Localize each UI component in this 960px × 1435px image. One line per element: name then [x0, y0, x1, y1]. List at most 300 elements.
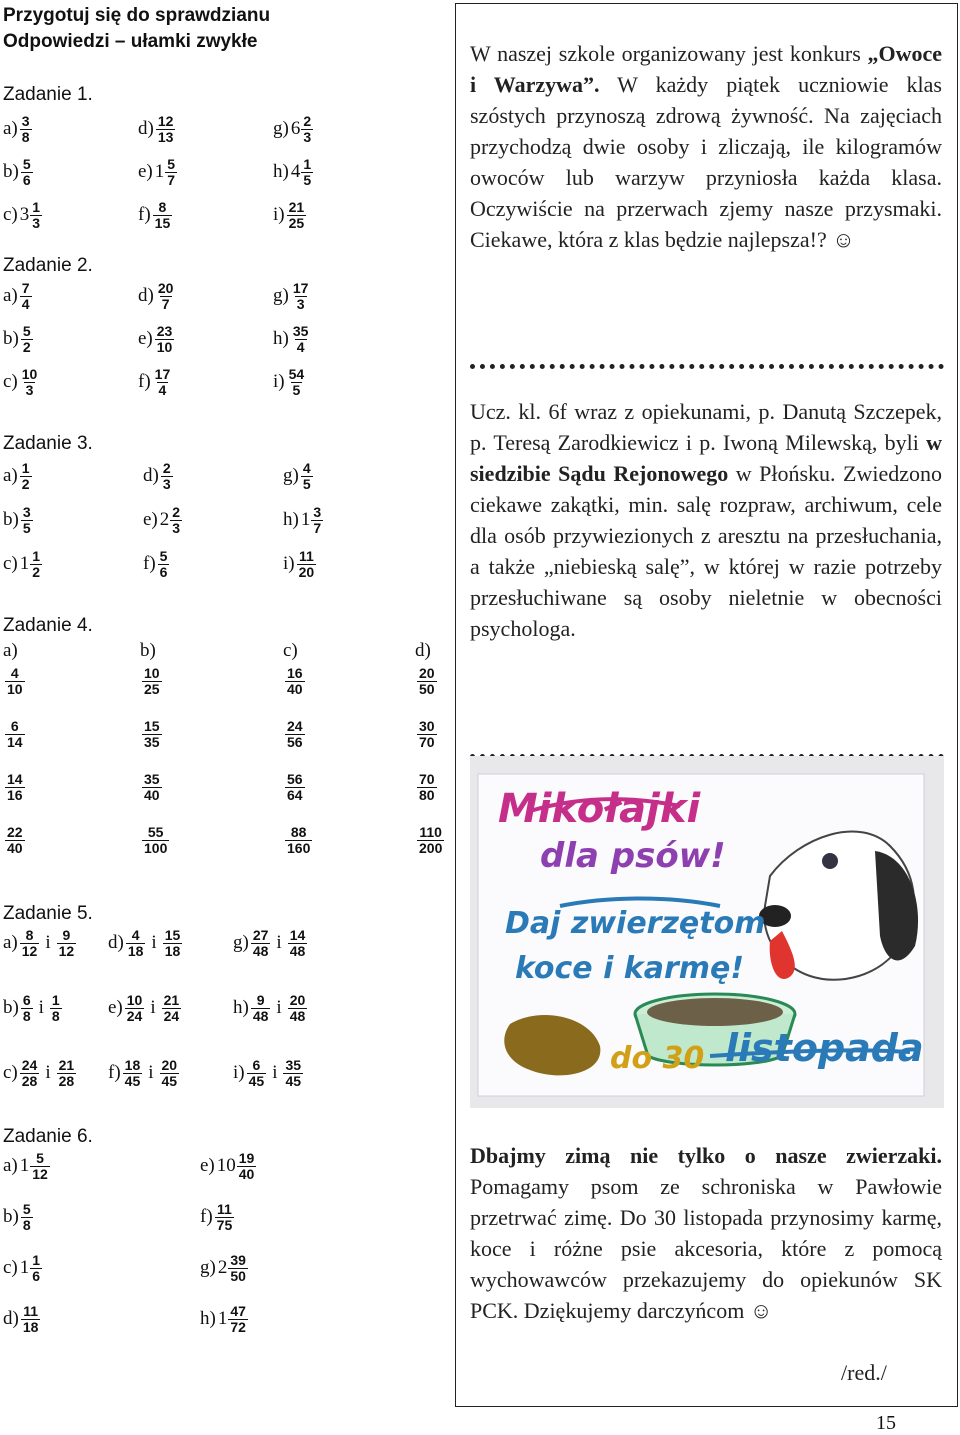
- answer-item: [273, 359, 306, 405]
- item-label: b): [3, 161, 19, 182]
- answer-item: [3, 106, 32, 152]
- numerator: 19: [238, 1149, 255, 1166]
- court-name: w siedzibie Sądu Rejonowego: [470, 430, 942, 486]
- fraction: [283, 1058, 303, 1089]
- answer-item: [138, 316, 174, 362]
- numerator: 22: [7, 824, 23, 840]
- numerator: 4: [131, 926, 140, 943]
- article3-text: Pomagamy psom ze schroniska w Pawłowie przetrwać zimę. Do 30 listopada przynosimy karmę, koce i różne psie akcesoria, które z pomocą wychowawców przekazujemy do opiekunów SK PCK. Dziękujemy darczyńcom ☺: [470, 1174, 942, 1323]
- fraction: [142, 772, 162, 803]
- numerator: 1: [21, 459, 30, 476]
- numerator: 8: [25, 926, 34, 943]
- denominator: 35: [144, 734, 160, 750]
- numerator: 30: [419, 718, 435, 734]
- denominator: 45: [248, 1072, 265, 1089]
- fraction: [287, 200, 307, 231]
- denominator: 40: [287, 681, 303, 697]
- section-title-zadanie-2: Zadanie 2.: [3, 255, 93, 276]
- numerator: 17: [292, 279, 309, 296]
- fraction: [125, 993, 145, 1024]
- fraction: [5, 825, 25, 856]
- whole-part: 1: [217, 1308, 228, 1329]
- article-owoce-i-warzywa: [470, 38, 942, 255]
- denominator: 8: [51, 1007, 60, 1024]
- denominator: 50: [230, 1267, 246, 1284]
- answer-item: [143, 541, 169, 587]
- numerator: 110: [419, 824, 442, 840]
- answer-item: [273, 192, 306, 238]
- fraction: [21, 993, 33, 1024]
- article1-text-c: W każdy piątek uczniowie klas szóstych przynoszą zdrową żywność. Na zajęciach przychodzą dwie osoby i zliczają, ile kilogramów owoców lub warzyw przyniosła każda klasa. Oczywiście na przerwach zjemy nasze przysmaki. Ciekawe, która z klas będzie najlepsza!? ☺: [470, 72, 942, 252]
- item-label: i): [283, 553, 295, 574]
- numerator: 18: [124, 1056, 141, 1073]
- article-schronisko: [470, 1140, 942, 1326]
- article2-text-c: w Płońsku. Zwiedzono ciekawe zakątki, min. salę rozpraw, archiwum, cele dla osób przywiezionych z aresztu na przesłuchania, a także „niebieską salę”, w której w razie potrzeby przesłuchiwane są osoby nieletnie w obecności psychologa.: [470, 461, 942, 641]
- answer-item: [3, 1194, 33, 1240]
- denominator: 80: [419, 787, 435, 803]
- denominator: 3: [162, 475, 171, 492]
- column-label: b): [140, 640, 156, 661]
- item-label: d): [143, 465, 159, 486]
- fraction: [301, 114, 313, 145]
- fraction: [417, 772, 437, 803]
- fraction: [417, 719, 437, 750]
- fraction: [251, 993, 271, 1024]
- denominator: 6: [159, 563, 168, 580]
- fraction: [163, 928, 183, 959]
- fraction: [228, 1253, 248, 1284]
- denominator: 3: [303, 128, 312, 145]
- item-label: e): [200, 1155, 215, 1176]
- denominator: 5: [22, 519, 31, 536]
- denominator: 48: [289, 942, 306, 959]
- denominator: 50: [419, 681, 435, 697]
- numerator: 15: [164, 926, 181, 943]
- numerator: 10: [21, 365, 38, 382]
- denominator: 7: [313, 519, 322, 536]
- numerator: 1: [51, 991, 60, 1008]
- item-label: g): [233, 932, 249, 953]
- denominator: 64: [287, 787, 303, 803]
- denominator: 40: [238, 1165, 255, 1182]
- fraction: [251, 928, 271, 959]
- denominator: 3: [172, 519, 181, 536]
- denominator: 8: [22, 1216, 31, 1233]
- numerator: 4: [10, 665, 19, 681]
- numerator: 47: [230, 1302, 246, 1319]
- fraction: [170, 505, 182, 536]
- whole-part: 6: [290, 118, 301, 139]
- numerator: 24: [287, 718, 303, 734]
- numerator: 6: [252, 1056, 261, 1073]
- answer-item: [108, 1050, 179, 1096]
- fraction: [156, 281, 176, 312]
- numerator: 2: [172, 503, 181, 520]
- denominator: 16: [7, 787, 23, 803]
- numerator: 1: [303, 155, 312, 172]
- numerator: 15: [144, 718, 160, 734]
- denominator: 2: [21, 475, 30, 492]
- answer-item: [143, 453, 173, 499]
- denominator: 12: [58, 942, 75, 959]
- conjunction-i: i: [148, 1062, 154, 1083]
- item-label: b): [3, 509, 19, 530]
- conjunction-i: i: [38, 997, 44, 1018]
- denominator: 18: [22, 1318, 39, 1335]
- answer-item: [138, 273, 175, 319]
- denominator: 6: [22, 171, 31, 188]
- whole-part: 2: [217, 1257, 228, 1278]
- answer-item: [273, 106, 313, 152]
- denominator: 12: [32, 1165, 48, 1182]
- item-label: c): [3, 1257, 18, 1278]
- answer-item: [233, 920, 307, 966]
- news-panel: [455, 3, 958, 1407]
- numerator: 14: [7, 771, 23, 787]
- answer-item: [233, 1050, 303, 1096]
- numerator: 6: [10, 718, 19, 734]
- fraction: [417, 666, 437, 697]
- fraction: [21, 1202, 33, 1233]
- item-label: c): [3, 371, 18, 392]
- item-label: a): [3, 1155, 18, 1176]
- answer-item: [3, 497, 33, 543]
- item-label: e): [138, 328, 153, 349]
- answer-item: [273, 273, 310, 319]
- denominator: 8: [21, 128, 30, 145]
- fraction: [153, 200, 173, 231]
- fraction: [30, 1253, 42, 1284]
- item-label: h): [233, 997, 249, 1018]
- numerator: 1: [32, 1251, 41, 1268]
- denominator: 48: [252, 1007, 269, 1024]
- fraction: [142, 825, 169, 856]
- fraction: [20, 1058, 40, 1089]
- signature: /red./: [841, 1360, 887, 1385]
- poster-date-1: do 30: [610, 1041, 705, 1076]
- answer-item: [283, 453, 313, 499]
- fraction: [158, 549, 170, 580]
- denominator: 4: [158, 381, 167, 398]
- denominator: 2: [32, 563, 41, 580]
- answer-item: [3, 920, 76, 966]
- fraction: [291, 281, 311, 312]
- item-label: e): [138, 161, 153, 182]
- answer-item: [143, 497, 182, 543]
- numerator: 3: [21, 112, 30, 129]
- denominator: 40: [7, 840, 23, 856]
- denominator: 5: [303, 171, 312, 188]
- denominator: 24: [126, 1007, 143, 1024]
- answer-item: [138, 149, 177, 195]
- answer-item: [200, 1296, 248, 1342]
- denominator: 14: [7, 734, 23, 750]
- numerator: 21: [163, 991, 180, 1008]
- answer-item: [3, 985, 62, 1031]
- item-label: h): [273, 161, 289, 182]
- answer-item: [3, 1050, 76, 1096]
- numerator: 6: [22, 991, 31, 1008]
- answer-item: [138, 359, 172, 405]
- numerator: 16: [287, 665, 303, 681]
- denominator: 13: [157, 128, 174, 145]
- denominator: 7: [161, 295, 170, 312]
- fraction: [20, 114, 32, 145]
- denominator: 28: [58, 1072, 75, 1089]
- worksheet-header: [3, 3, 270, 55]
- numerator: 8: [158, 198, 167, 215]
- item-label: g): [273, 285, 289, 306]
- numerator: 27: [252, 926, 269, 943]
- denominator: 2: [22, 338, 31, 355]
- numerator: 7: [21, 279, 30, 296]
- item-label: d): [108, 932, 124, 953]
- fraction: [160, 1058, 180, 1089]
- article1-text-a: W naszej szkole organizowany jest konkurs: [470, 41, 868, 66]
- conjunction-i: i: [272, 1062, 278, 1083]
- answer-item: [138, 106, 175, 152]
- conjunction-i: i: [45, 1062, 51, 1083]
- header-title: Przygotuj się do sprawdzianu: [3, 5, 271, 26]
- fraction: [126, 928, 146, 959]
- fraction: [57, 928, 77, 959]
- answer-item: [3, 1245, 42, 1291]
- fraction: [237, 1151, 257, 1182]
- numerator: 5: [167, 155, 176, 172]
- section-title-zadanie-1: Zadanie 1.: [3, 84, 93, 105]
- fraction: [162, 993, 182, 1024]
- denominator: 10: [7, 681, 23, 697]
- item-label: d): [3, 1308, 19, 1329]
- item-label: f): [138, 204, 151, 225]
- item-label: g): [283, 465, 299, 486]
- item-label: h): [283, 509, 299, 530]
- fraction: [155, 324, 175, 355]
- denominator: 15: [154, 214, 171, 231]
- whole-part: 1: [154, 161, 165, 182]
- numerator: 11: [217, 1200, 232, 1217]
- numerator: 14: [289, 926, 306, 943]
- answer-item: [3, 359, 39, 405]
- item-label: f): [200, 1206, 213, 1227]
- numerator: 11: [23, 1302, 39, 1319]
- numerator: 54: [288, 365, 305, 382]
- fraction: [153, 367, 173, 398]
- fraction: [20, 928, 40, 959]
- item-label: g): [273, 118, 289, 139]
- numerator: 35: [144, 771, 160, 787]
- denominator: 10: [156, 338, 173, 355]
- fraction: [142, 719, 162, 750]
- item-label: e): [143, 509, 158, 530]
- numerator: 20: [289, 991, 306, 1008]
- item-label: f): [138, 371, 151, 392]
- answer-item: [233, 985, 307, 1031]
- numerator: 3: [22, 503, 31, 520]
- answer-item: [3, 541, 42, 587]
- item-label: c): [3, 553, 18, 574]
- item-label: i): [233, 1062, 245, 1083]
- numerator: 10: [126, 991, 143, 1008]
- denominator: 18: [127, 942, 144, 959]
- numerator: 5: [36, 1149, 44, 1166]
- denominator: 24: [163, 1007, 180, 1024]
- denominator: 48: [289, 1007, 306, 1024]
- answer-item: [3, 316, 33, 362]
- item-label: e): [108, 997, 123, 1018]
- answer-item: [3, 1296, 40, 1342]
- fraction: [21, 505, 33, 536]
- section-title-zadanie-4: Zadanie 4.: [3, 615, 93, 636]
- denominator: 40: [144, 787, 160, 803]
- fraction: [288, 928, 308, 959]
- numerator: 17: [154, 365, 171, 382]
- answer-item: [273, 316, 310, 362]
- item-label: a): [3, 118, 18, 139]
- answer-item: [108, 920, 182, 966]
- denominator: 4: [21, 295, 30, 312]
- column-label: c): [283, 640, 298, 661]
- answer-item: [3, 192, 42, 238]
- fraction: [297, 549, 317, 580]
- fraction: [165, 157, 177, 188]
- numerator: 11: [298, 547, 314, 564]
- answer-item: [108, 985, 181, 1031]
- column-label: d): [415, 640, 431, 661]
- denominator: 3: [296, 295, 305, 312]
- answer-item: [200, 1194, 234, 1240]
- denominator: 45: [161, 1072, 178, 1089]
- fraction: [21, 324, 33, 355]
- answer-item: [283, 541, 316, 587]
- article2-text-a: Ucz. kl. 6f wraz z opiekunami, p. Danutą Szczepek, p. Teresą Zarodkiewicz i p. Iwoną Milewską, byli: [470, 399, 942, 455]
- fraction: [247, 1058, 267, 1089]
- numerator: 35: [285, 1056, 302, 1073]
- header-subtitle: Odpowiedzi – ułamki zwykłe: [3, 31, 258, 52]
- dotted-divider: [470, 364, 944, 369]
- fraction: [21, 157, 33, 188]
- item-label: h): [200, 1308, 216, 1329]
- fraction: [161, 461, 173, 492]
- fraction: [215, 1202, 235, 1233]
- numerator: 10: [144, 665, 160, 681]
- numerator: 21: [288, 198, 305, 215]
- denominator: 4: [296, 338, 305, 355]
- denominator: 45: [285, 1072, 302, 1089]
- fraction: [5, 772, 25, 803]
- fraction: [417, 825, 444, 856]
- item-label: f): [143, 553, 156, 574]
- contest-name: „Owoce i Warzywa”.: [470, 41, 942, 97]
- denominator: 20: [298, 563, 315, 580]
- numerator: 4: [302, 459, 311, 476]
- denominator: 100: [144, 840, 168, 856]
- answer-item: [138, 192, 172, 238]
- fraction: [291, 324, 311, 355]
- denominator: 25: [144, 681, 160, 697]
- numerator: 5: [159, 547, 168, 564]
- item-label: d): [138, 285, 154, 306]
- numerator: 2: [303, 112, 312, 129]
- denominator: 5: [302, 475, 311, 492]
- fraction: [285, 666, 305, 697]
- denominator: 12: [21, 942, 38, 959]
- poster-date-2: listopada: [725, 1026, 924, 1070]
- denominator: 18: [164, 942, 181, 959]
- item-label: a): [3, 932, 18, 953]
- item-label: b): [3, 997, 19, 1018]
- numerator: 39: [230, 1251, 246, 1268]
- fraction: [285, 825, 312, 856]
- conjunction-i: i: [151, 932, 157, 953]
- fraction: [21, 1304, 41, 1335]
- denominator: 3: [25, 381, 34, 398]
- item-label: a): [3, 285, 18, 306]
- numerator: 12: [157, 112, 174, 129]
- answer-item: [200, 1143, 256, 1189]
- denominator: 8: [22, 1007, 31, 1024]
- answer-item: [273, 149, 313, 195]
- answer-item: [283, 497, 323, 543]
- poster-photo: [470, 756, 944, 1108]
- item-label: a): [3, 465, 18, 486]
- fraction: [142, 666, 162, 697]
- fraction: [287, 367, 307, 398]
- denominator: 5: [292, 381, 301, 398]
- answer-item: [3, 453, 32, 499]
- item-label: b): [3, 1206, 19, 1227]
- whole-part: 4: [290, 161, 301, 182]
- item-label: h): [273, 328, 289, 349]
- denominator: 48: [252, 942, 269, 959]
- numerator: 9: [62, 926, 71, 943]
- item-label: d): [138, 118, 154, 139]
- fraction: [30, 200, 42, 231]
- whole-part: 1: [19, 1155, 30, 1176]
- numerator: 5: [22, 1200, 31, 1217]
- numerator: 70: [419, 771, 435, 787]
- conjunction-i: i: [276, 997, 282, 1018]
- section-title-zadanie-6: Zadanie 6.: [3, 1126, 93, 1147]
- numerator: 20: [419, 665, 435, 681]
- numerator: 21: [58, 1056, 75, 1073]
- fraction: [57, 1058, 77, 1089]
- denominator: 25: [288, 214, 305, 231]
- page-number: 15: [876, 1412, 896, 1434]
- denominator: 70: [419, 734, 435, 750]
- denominator: 72: [230, 1318, 246, 1335]
- whole-part: 10: [216, 1155, 236, 1176]
- item-label: b): [3, 328, 19, 349]
- poster-text-1: Daj zwierzętom: [505, 906, 766, 941]
- fraction: [20, 461, 32, 492]
- item-label: c): [3, 204, 18, 225]
- numerator: 55: [147, 824, 164, 840]
- denominator: 200: [419, 840, 443, 856]
- section-title-zadanie-5: Zadanie 5.: [3, 903, 93, 924]
- poster-subheadline: dla psów!: [540, 836, 726, 876]
- whole-part: 1: [19, 553, 30, 574]
- numerator: 1: [32, 547, 41, 564]
- numerator: 3: [313, 503, 322, 520]
- column-label: a): [3, 640, 18, 661]
- numerator: 2: [162, 459, 171, 476]
- denominator: 75: [216, 1216, 233, 1233]
- fraction: [285, 772, 305, 803]
- fraction: [228, 1304, 248, 1335]
- zadanie-4-answers: [3, 640, 443, 865]
- fraction: [156, 114, 176, 145]
